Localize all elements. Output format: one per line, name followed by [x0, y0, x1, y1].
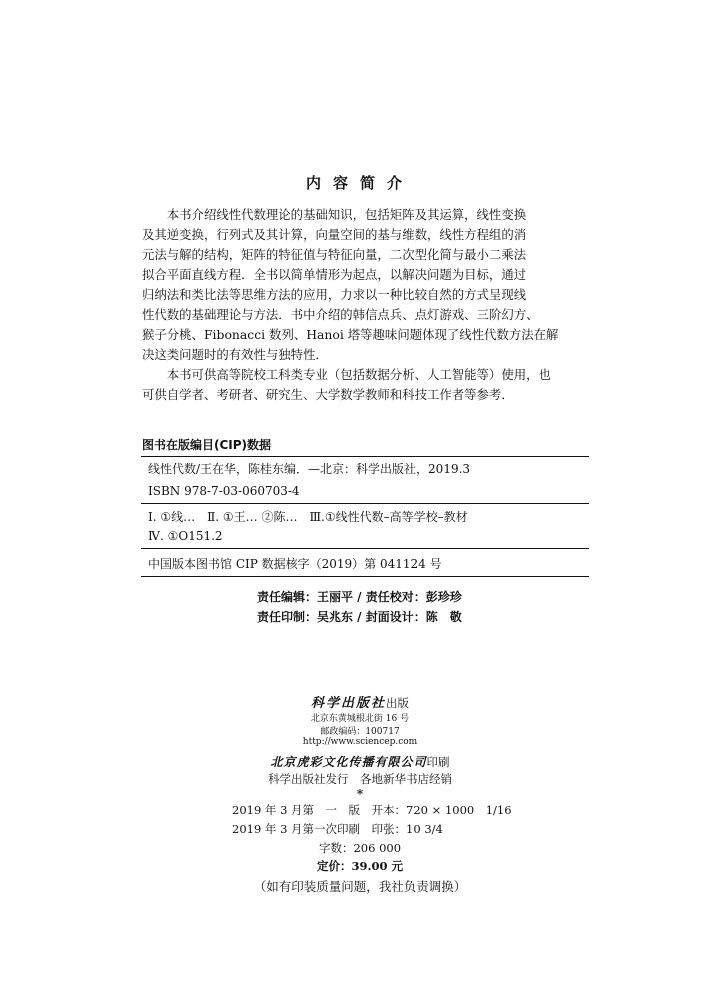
printing-info: 2019 年 3 月第一次印刷 印张：10 3/4: [232, 822, 443, 836]
printer-logo: 北京虎彩文化传播有限公司: [270, 755, 427, 769]
text-line: 元法与解的结构，矩阵的特征值与特征向量，二次型化简与最小二乘法: [142, 247, 527, 262]
cip-isbn: ISBN 978-7-03-060703-4: [148, 484, 300, 498]
separator-star: *: [356, 787, 364, 801]
divider: [141, 576, 589, 577]
text-line: 猴子分桃、Fibonacci 数列、Hanoi 塔等趣味问题体现了线性代数方法在解: [142, 327, 559, 342]
text-line: 决这类问题时的有效性与独特性．: [142, 347, 328, 362]
publisher-logo: 科学出版社: [310, 696, 386, 711]
publisher-postcode: 邮政编码：100717: [320, 727, 400, 737]
printer-line: [0, 751, 720, 770]
divider: [141, 456, 589, 457]
text-line: 及其逆变换，行列式及其计算，向量空间的基与维数，线性方程组的消: [142, 227, 527, 242]
distribution-line: 科学出版社发行 各地新华书店经销: [268, 772, 452, 786]
publisher-suffix: 出版: [386, 696, 409, 710]
price: 定价：39.00 元: [316, 859, 403, 873]
quality-notice: （如有印装质量问题，我社负责调换）: [253, 879, 467, 894]
text-line: 可供自学者、考研者、研究生、大学数学教师和科技工作者等参考．: [142, 387, 514, 402]
cip-heading: 图书在版编目(CIP)数据: [142, 438, 272, 452]
cip-line-1: 线性代数/王在华，陈桂东编．—北京：科学出版社，2019.3: [148, 462, 471, 476]
staff-production: 责任印制：吴兆东 / 封面设计：陈 敬: [257, 610, 462, 624]
text-line: 归纳法和类比法等思维方法的应用，力求以一种比较自然的方式呈现线: [142, 287, 527, 302]
printer-suffix: 印刷: [426, 755, 450, 769]
cip-classification: Ⅰ. ①线… Ⅱ. ①王… ②陈… Ⅲ.①线性代数–高等学校–教材: [148, 510, 468, 524]
text-line: 拟合平面直线方程．全书以简单情形为起点，以解决问题为目标，通过: [142, 267, 527, 282]
summary-paragraph-2: [142, 365, 586, 405]
publisher-address: 北京东黄城根北街 16 号: [310, 714, 410, 724]
staff-editors: 责任编辑：王丽平 / 责任校对：彭珍珍: [257, 590, 462, 604]
edition-info: 2019 年 3 月第 一 版 开本：720 × 1000 1/16: [232, 803, 512, 817]
text-line: 性代数的基础理论与方法．书中介绍的韩信点兵、点灯游戏、三阶幻方、: [142, 307, 539, 322]
publisher-website: http://www.sciencep.com: [302, 737, 418, 747]
section-title: 内容简介: [305, 174, 414, 192]
cip-clc-number: Ⅳ. ①O151.2: [148, 529, 223, 543]
cip-record-number: 中国版本图书馆 CIP 数据核字（2019）第 041124 号: [148, 557, 442, 571]
word-count: 字数：206 000: [318, 841, 402, 855]
publisher-line: [0, 692, 720, 711]
summary-paragraph-1: [142, 205, 586, 365]
divider: [141, 503, 589, 504]
text-line: 本书可供高等院校工科类专业（包括数据分析、人工智能等）使用，也: [142, 367, 551, 382]
divider: [141, 548, 589, 549]
text-line: 本书介绍线性代数理论的基础知识，包括矩阵及其运算，线性变换: [142, 207, 527, 222]
